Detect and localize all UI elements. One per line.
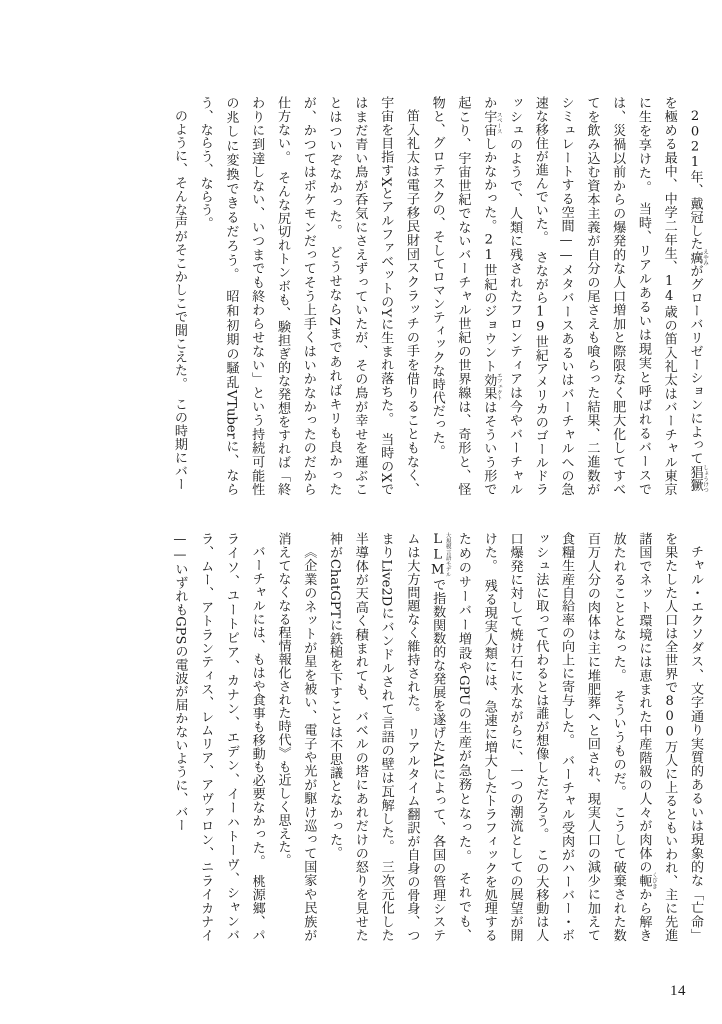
text-run: によって、各国の管理システムは大方問題なく維持された。 リアルタイム翻訳が自身の骨身、つまり xyxy=(378,532,446,943)
ruby-annotation xyxy=(430,532,451,578)
ruby-text: くびき xyxy=(650,872,657,889)
ruby-base: 癘 xyxy=(687,249,703,266)
text-run: がグローバリゼーションによって xyxy=(687,264,703,466)
latin-run: VTuber xyxy=(223,389,239,439)
ruby-text: 大規模言語モデル xyxy=(444,532,451,578)
text-run: しかなかった。 xyxy=(481,137,497,233)
text-run: のように、そんな声がそこかしこで聞こえた。 この時期にバー xyxy=(171,109,187,492)
latin-run: Y xyxy=(378,308,394,318)
body-text-block-upper xyxy=(98,96,708,496)
text-run: とアルファベットの xyxy=(378,186,394,309)
ruby-base: 宇宙 xyxy=(481,109,497,138)
text-run: を極める最中、中学二年生、 xyxy=(661,96,677,274)
numeral-run: 2021 xyxy=(687,109,703,171)
ruby-annotation xyxy=(636,872,657,889)
text-run: ではまだ青い鳥が呑気にさえずっていたが、その鳥が幸せを運ぶことはついぞなかった。 どうせなら xyxy=(326,96,394,497)
ruby-annotation xyxy=(481,372,502,401)
paragraph xyxy=(321,532,708,942)
body-text-block-lower xyxy=(98,532,708,942)
text-run: の生産が急務となった。 それでも、 xyxy=(455,705,471,943)
numeral-run: 14 xyxy=(661,273,677,305)
ruby-text: エフェクト xyxy=(495,372,502,401)
text-run: にバンドルされて言語の壁は瓦解した。 三次元化した半導体が天高く積まれても、バベルの塔にあれだけの怒りを見せた神が xyxy=(327,532,394,942)
latin-run: GPS xyxy=(172,616,188,645)
text-run: に生まれ落ちた。 当時の xyxy=(378,317,394,474)
latin-run: X xyxy=(378,473,394,483)
latin-run: Live2D xyxy=(378,559,394,607)
latin-run: ChatGPT xyxy=(327,558,343,619)
latin-run: AI xyxy=(430,752,446,768)
text-run: の電波が届かないように、バー xyxy=(172,644,188,833)
text-run: 年、戴冠した xyxy=(687,170,703,251)
ruby-base: 猖獗 xyxy=(687,464,703,493)
text-run: 《企業のネットが星を被い、電子や光が駆け巡って国家や民族が消えてなくなる程情報化された時代》も近しく思えた。 xyxy=(275,532,317,942)
text-run: 笛入礼太は電子移民財団スクラッチの手を借りることもなく、宇宙を目指す xyxy=(378,96,419,496)
text-run: はそういう形で起こり、宇宙世紀でないバーチャル世紀の世界線は、奇形と、怪物と、グロテスクの、そしてロマンティックな時代だった。 xyxy=(429,96,497,496)
text-run: バーチャルには、もはや食事も移動も必要なかった。 桃源郷、パライソ、ユートピア、カナン、エデン、イーハトーヴ、シャンバラ、ムー、アトランティス、レムリア、アヴァロン、ニライカナイ——いずれも xyxy=(172,532,265,942)
text-run: まであればキリも良かったが、かつてはポケモンだってそう上手くはいかなかったのだから仕方ない。 そんな尻切れトンボも、験担ぎ的な発想をすれば「終わりに到達しない、いつまでも終わらせない」という持続可能性の兆しに変換できるだろう。 昭和初期の騒乱 xyxy=(223,96,342,496)
latin-run: X xyxy=(378,177,394,187)
ruby-text: えやみ xyxy=(702,249,708,266)
text-run: に鉄槌を下すことは不思議となかった。 xyxy=(327,618,343,860)
ruby-text: しょうけつ xyxy=(702,464,708,493)
numeral-run: 19 xyxy=(532,304,548,335)
ruby-base: 効果 xyxy=(481,372,497,401)
text-run: で指数関数的な発展を遂げた xyxy=(430,577,446,753)
latin-run: GPU xyxy=(455,675,471,706)
paragraph xyxy=(424,96,708,496)
text-run: 万人に上るともいわれ、主に先進諸国でネット環境には恵まれた中産階級の人々が肉体の xyxy=(636,532,678,943)
ruby-base: LLM xyxy=(430,532,446,578)
page-number: 14 xyxy=(670,983,686,999)
text-run: 世紀のジョウント xyxy=(481,263,497,373)
latin-run: Z xyxy=(326,316,342,326)
ruby-annotation xyxy=(687,249,708,266)
ruby-text: スペース xyxy=(495,109,502,137)
paragraph xyxy=(192,96,424,496)
paragraph xyxy=(270,532,322,942)
ruby-annotation xyxy=(687,464,708,493)
text-run: 世紀アメリカのゴールドラッシュのようで、人類に残されたフロンティアは今やバーチャルか xyxy=(481,96,548,496)
numeral-run: 21 xyxy=(481,232,497,264)
text-run: から解き放たれることとなった。 そういうものだ。 こうして破棄された数百万人分の肉体は主に堆肥葬へと回され、現実人口の減少に加えて食糧生産自給率の向上に寄与した。 バーチャル受肉がハーバー・ボッシュ法に取って代わるとは誰が想像しただろう。 この大移動は人口爆発に対して焼け石に水ながらに、一つの潮流としての展望が開けた。 残る現実人類には、急速に増大したトラフィックを処理するためのサーバー増設や xyxy=(455,532,652,942)
ruby-annotation xyxy=(481,109,502,138)
paragraph xyxy=(166,96,192,496)
text-run: に、ならう、ならう、ならう。 xyxy=(197,96,239,496)
numeral-run: 800 xyxy=(662,693,678,740)
text-run: 歳の笛入礼太はバーチャル東京に生を享けた。 当時、リアルあるいは現実と呼ばれるバースでは、災禍以前からの爆発的な人口増加と際限なく肥大化してすべてを飲み込む資本主義が自分の尾さえも喰らった結果、二進数がシミュレートする空間——メタバースあるいはバーチャルへの急速な移住が進んでいた。 さながら xyxy=(532,96,677,496)
ruby-base: 軛 xyxy=(636,872,652,889)
paragraph xyxy=(167,532,270,942)
text-run: チャル・エクソダス、文字通り実質的あるいは現象的な「亡命」を果たした人口は全世界で xyxy=(662,532,703,942)
